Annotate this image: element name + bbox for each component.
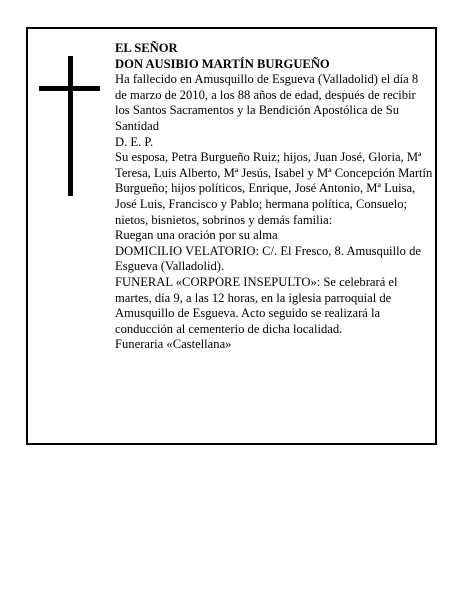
rip-line: D. E. P.	[115, 134, 154, 149]
death-announcement: Ha fallecido en Amusquillo de Esgueva (Valladolid) el día 8 de marzo de 2010, a los 88 años de edad, después de recibir los Santos Sacramentos y la Bendición Apostólica de Su Santidad	[115, 72, 419, 133]
family-list: Su esposa, Petra Burgueño Ruiz; hijos, Juan José, Gloria, Mª Teresa, Luis Alberto, Mª Jesús, Isabel y Mª Concepción Martín Burgueño; hijos políticos, Enrique, José Antonio, Mª Luisa, José Luis, Francisco y Pablo; hermana política, Consuelo; nietos, bisnietos, sobrinos y demás familia:	[115, 150, 433, 227]
obituary-text	[115, 41, 433, 353]
funeral-details: FUNERAL «CORPORE INSEPULTO»: Se celebrará el martes, día 9, a las 12 horas, en la iglesia parroquial de Amusquillo de Esgueva. Acto seguido se realizará la conducción al cementerio de dicha localidad.	[115, 274, 398, 336]
obituary-notice	[26, 27, 437, 445]
cross-icon	[68, 56, 73, 196]
wake-address: DOMICILIO VELATORIO: C/. El Fresco, 8. Amusquillo de Esgueva (Valladolid).	[115, 243, 421, 274]
cross-icon-crossbar	[39, 86, 100, 91]
prayer-request: Ruegan una oración por su alma	[115, 228, 278, 243]
funeral-home: Funeraria «Castellana»	[115, 337, 232, 352]
deceased-title: EL SEÑOR	[115, 41, 178, 55]
deceased-name: DON AUSIBIO MARTÍN BURGUEÑO	[115, 56, 330, 71]
